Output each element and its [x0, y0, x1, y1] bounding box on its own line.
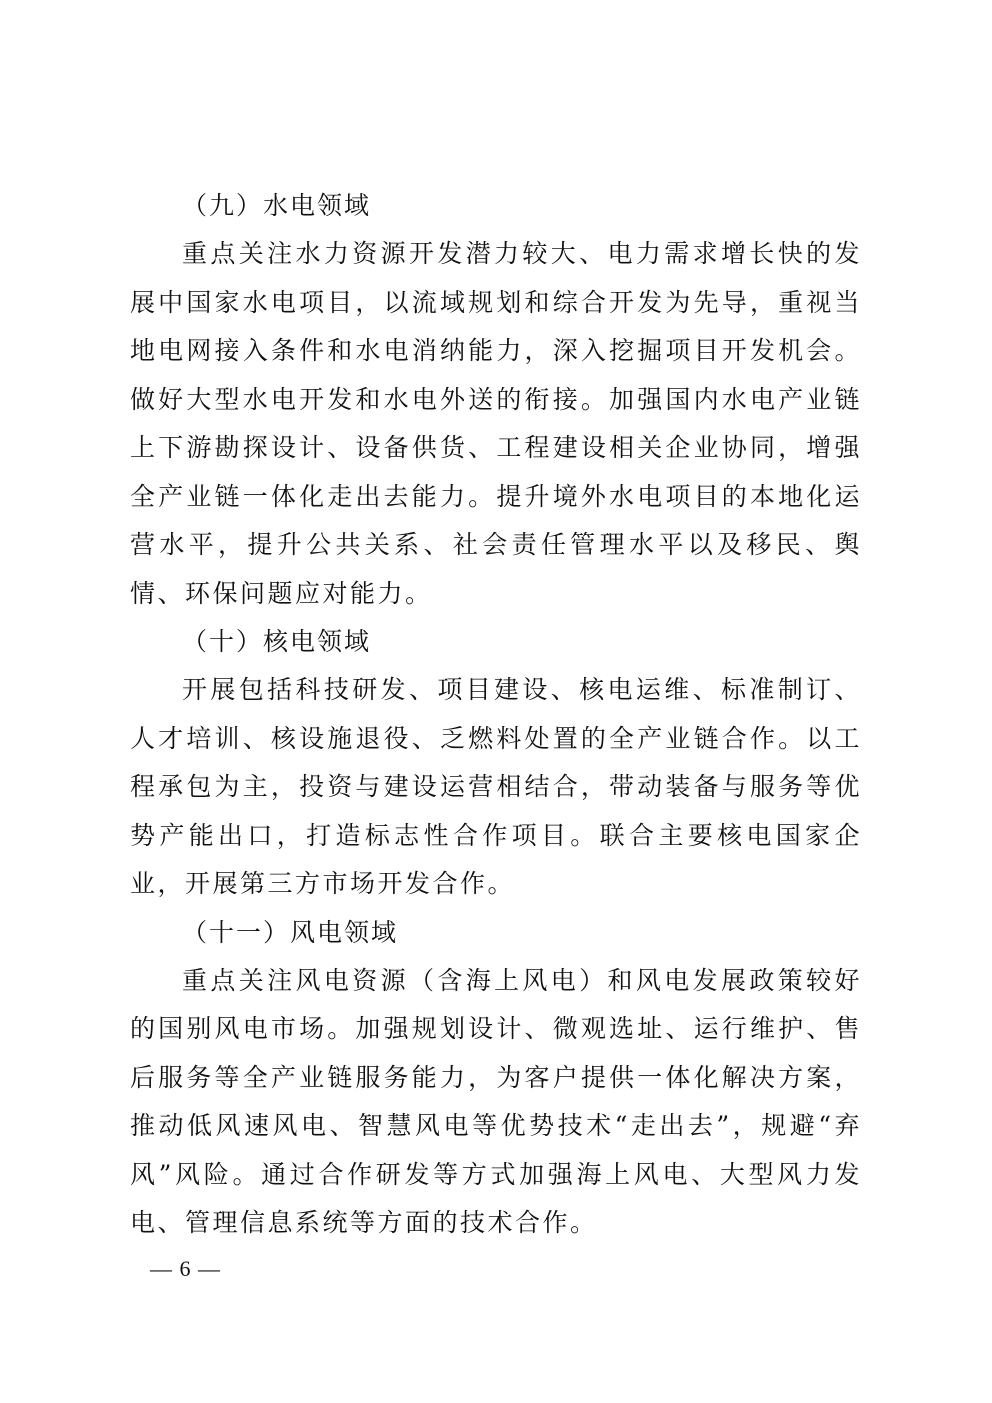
section-heading: （十）核电领域	[182, 627, 372, 656]
section-hydropower	[130, 182, 862, 618]
section-heading: （十一）风电领域	[182, 917, 399, 947]
section-nuclear	[130, 618, 862, 909]
section-heading: （九）水电领域	[182, 191, 372, 220]
section-paragraph: 开展包括科技研发、项目建设、核电运维、标准制订、人才培训、核设施退役、乏燃料处置的全产业链合作。以工程承包为主，投资与建设运营相结合，带动装备与服务等优势产能出口，打造标志性合作项目。联合主要核电国家企业，开展第三方市场开发合作。	[130, 675, 862, 898]
section-paragraph: 重点关注水力资源开发潜力较大、电力需求增长快的发展中国家水电项目，以流域规划和综合开发为先导，重视当地电网接入条件和水电消纳能力，深入挖掘项目开发机会。做好大型水电开发和水电外送的衔接。加强国内水电产业链上下游勘探设计、设备供货、工程建设相关企业协同，增强全产业链一体化走出去能力。提升境外水电项目的本地化运营水平，提升公共关系、社会责任管理水平以及移民、舆情、环保问题应对能力。	[130, 239, 862, 608]
document-body	[130, 182, 862, 1248]
section-wind	[130, 909, 862, 1248]
section-paragraph: 重点关注风电资源（含海上风电）和风电发展政策较好的国别风电市场。加强规划设计、微观选址、运行维护、售后服务等全产业链服务能力，为客户提供一体化解决方案，推动低风速风电、智慧风电等优势技术“走出去”，规避“弃风”风险。通过合作研发等方式加强海上风电、大型风力发电、管理信息系统等方面的技术合作。	[130, 965, 862, 1237]
page-number: — 6 —	[150, 1256, 221, 1281]
